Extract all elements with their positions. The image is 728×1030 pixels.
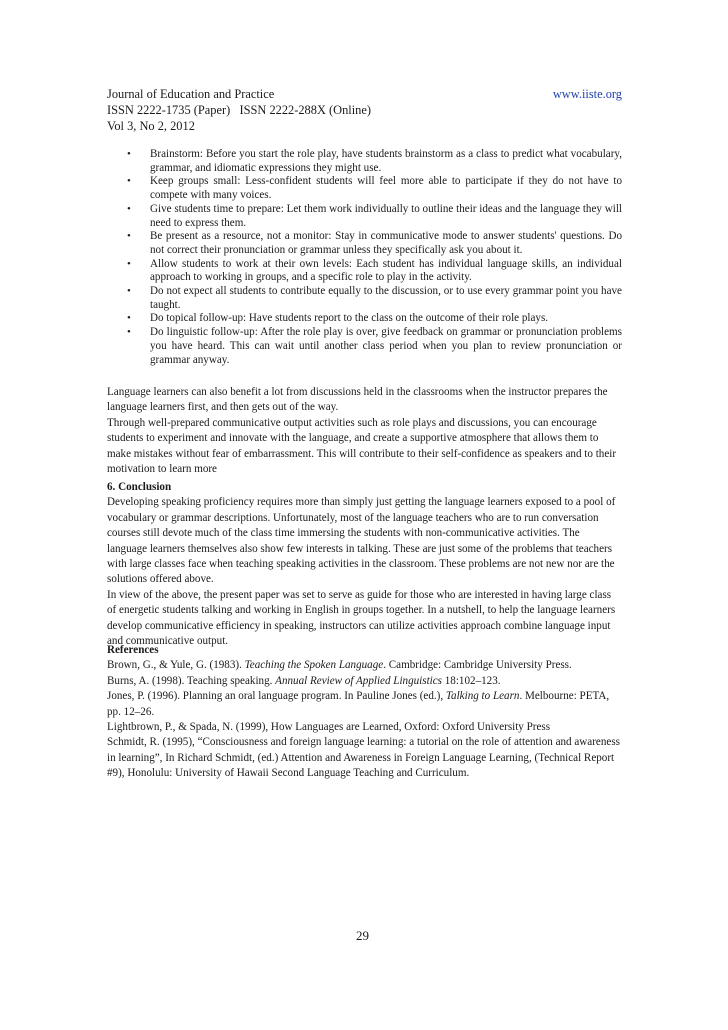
section-heading: References [107,644,159,656]
bullet-icon: • [127,175,131,188]
reference-title: Talking to Learn [445,690,520,703]
reference-pages: 18:102–123. [441,674,501,687]
reference-item [107,658,622,673]
bullet-text: Allow students to work at their own levels: Each student has individual language skills, an individual approach to working in groups, and a specific role to play in the activity. [150,257,622,284]
list-item [107,326,622,367]
conclusion-section [107,480,622,649]
bullet-text: Give students time to prepare: Let them work individually to outline their ideas and the language they will need to express them. [150,202,622,229]
references-section [107,643,622,782]
bullet-text: Do linguistic follow-up: After the role play is over, give feedback on grammar or pronunciation problems you have heard. This can wait until another class period when you plan to review pronunciation or grammar anyway. [150,326,622,366]
bullet-icon: • [127,257,131,270]
bullet-icon: • [127,285,131,298]
reference-authors: Jones, P. (1996). Planning an oral language program. In Pauline Jones (ed.), [107,690,446,703]
reference-title: Annual Review of Applied Linguistics [275,674,442,687]
journal-header [107,86,622,134]
journal-title: Journal of Education and Practice [107,87,275,101]
bullet-text: Brainstorm: Before you start the role play, have students brainstorm as a class to predict what vocabulary, grammar, and idiomatic expressions they might use. [150,148,622,174]
bullet-text: Be present as a resource, not a monitor: Stay in communicative mode to answer students' questions. Do not correct their pronunciation or grammar unless they specifically ask you about it. [150,230,622,256]
page-number: 29 [356,928,369,943]
section-heading: 6. Conclusion [107,481,172,493]
bullet-text: Do topical follow-up: Have students report to the class on the outcome of their role plays. [150,312,549,325]
list-item [107,203,622,230]
reference-authors: Burns, A. (1998). Teaching speaking. [107,674,276,687]
paragraph: Through well-prepared communicative output activities such as role plays and discussions, you can encourage students to experiment and innovate with the language, and create a supportive atmosphere that allows them to make mistakes without fear of embarrassment. This will contribute to their self-confidence as speakers and to their motivation to learn more [107,416,617,476]
bullet-text: Keep groups small: Less-confident students will feel more able to participate if they do not have to compete with many voices. [150,175,622,202]
journal-website-link[interactable]: www.iiste.org [552,87,622,101]
reference-item [107,689,622,720]
paragraph: In view of the above, the present paper was set to serve as guide for those who are interested in having large class of energetic students talking and working in English in groups together. In a nutshell, to help the language learners develop communicative efficiency in speaking, instructors can utilize activities approach combine language input and communicative output. [107,588,616,648]
list-item [107,148,622,175]
list-item [107,285,622,312]
bullet-icon: • [127,230,131,243]
paragraph: Language learners can also benefit a lot from discussions held in the classrooms when the instructor prepares the language learners first, and then gets out of the way. [107,386,608,414]
bullet-icon: • [127,202,131,215]
reference-title: Teaching the Spoken Language [244,659,384,672]
reference-item [107,674,622,689]
list-item [107,230,622,257]
list-item [107,312,622,326]
bullet-icon: • [127,326,131,339]
discussion-paragraphs [107,385,622,477]
reference-item: Schmidt, R. (1995), “Consciousness and foreign language learning: a tutorial on the role of attention and awareness in learning”, In Richard Schmidt, (ed.) Attention and Awareness in Foreign Language Learning, (Technical Report #9), Honolulu: University of Hawaii Second Language Teaching and Curriculum. [107,736,620,780]
volume-line: Vol 3, No 2, 2012 [107,119,195,133]
reference-item: Lightbrown, P., & Spada, N. (1999), How Languages are Learned, Oxford: Oxford University Press [107,721,551,734]
reference-authors: Brown, G., & Yule, G. (1983). [107,659,245,672]
list-item [107,175,622,202]
bullet-icon: • [127,312,131,325]
reference-publisher: . Cambridge: Cambridge University Press. [383,659,572,672]
reference-publisher: . Melbourne: PETA, pp. 12–26. [107,690,610,718]
list-item [107,258,622,285]
issn-line: ISSN 2222-1735 (Paper) ISSN 2222-288X (Online) [107,103,371,117]
paragraph: Developing speaking proficiency requires more than simply just getting the language learners exposed to a pool of vocabulary or grammar descriptions. Unfortunately, most of the language teachers who are to run conversation courses still devote much of the class time immersing the students with non-communicative activities. The language learners themselves also show few interests in talking. These are just some of the problems that teachers with large classes face when teaching speaking activities in the classroom. These problems are not new nor are the solutions offered above. [107,496,616,586]
bullet-icon: • [127,148,131,160]
tips-bullet-list [107,148,622,367]
bullet-text: Do not expect all students to contribute equally to the discussion, or to use every grammar point you have taught. [150,285,622,311]
